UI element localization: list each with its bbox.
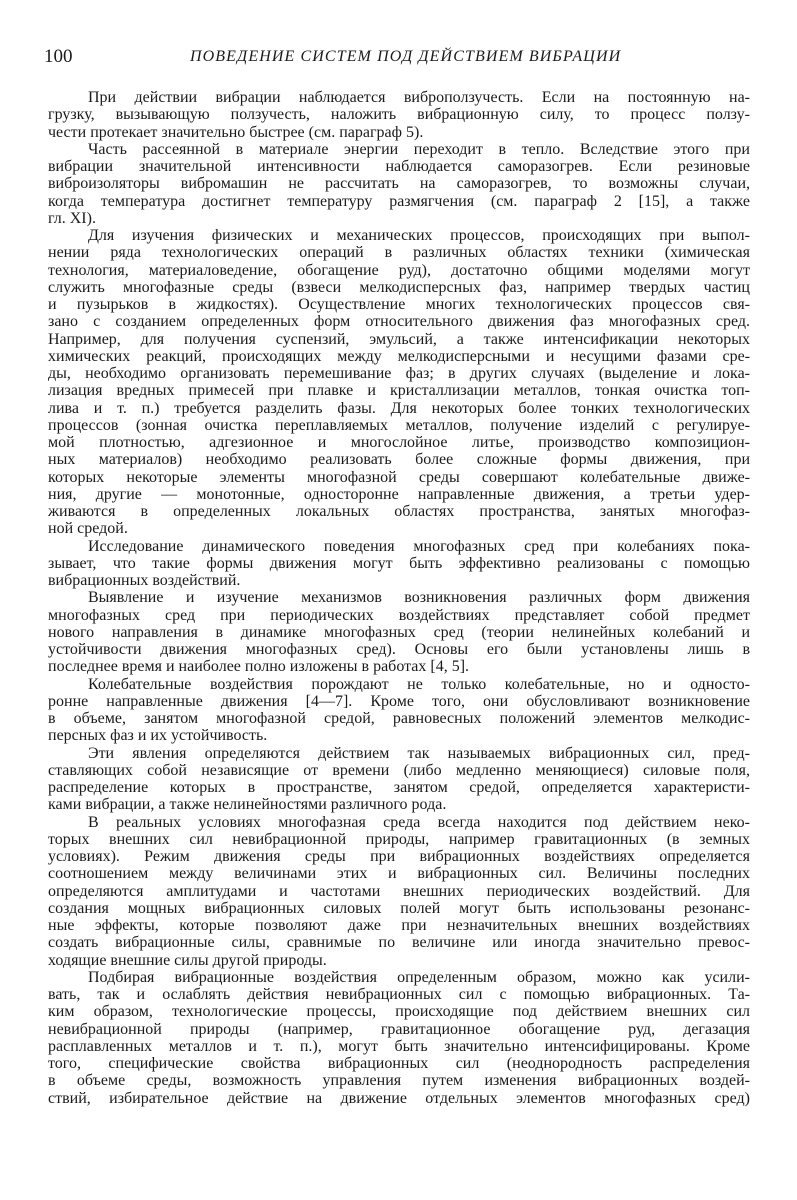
text-line: При действии вибрации наблюдается виброползучесть. Если на постоянную на- bbox=[88, 89, 750, 106]
text-line: химических реакций, происходящих между мелкодисперсными и несущими фазами сре- bbox=[48, 347, 750, 365]
paragraph bbox=[48, 141, 750, 227]
text-line: того, специфические свойства вибрационных сил (неоднородность распределения bbox=[48, 1055, 750, 1072]
text-line: лизация вредных примесей при плавке и кристаллизации металлов, тонкая очистка топ- bbox=[48, 382, 750, 400]
text-line: торых внешних сил невибрационной природы, например гравитационных (в земных bbox=[48, 830, 750, 848]
text-line: и пузырьков в жидкостях). Осуществление многих технологических процессов свя- bbox=[48, 296, 750, 313]
text-line: ким образом, технологические процессы, происходящие под действием внешних сил bbox=[48, 1003, 750, 1021]
text-line: когда температура достигнет температуру размягчения (см. параграф 2 [15], а также bbox=[48, 192, 750, 210]
text-line: соотношением между величинами этих и вибрационных сил. Величины последних bbox=[48, 865, 750, 883]
text-line: Исследование динамического поведения многофазных сред при колебаниях пока- bbox=[88, 537, 750, 555]
paragraph bbox=[48, 89, 750, 141]
text-line: в объеме среды, возможность управления путем изменения вибрационных воздей- bbox=[48, 1072, 750, 1090]
text-line: создать вибрационные силы, сравнимые по величине или иногда значительно превос- bbox=[48, 934, 750, 952]
text-line: последнее время и наиболее полно изложены в работах [4, 5]. bbox=[48, 658, 470, 676]
text-line: которых некоторые элементы многофазной среды совершают колебательные движе- bbox=[48, 468, 750, 486]
text-line: устойчивости движения многофазных сред). Основы его были установлены лишь в bbox=[48, 641, 750, 658]
text-line: чести протекает значительно быстрее (см. параграф 5). bbox=[48, 123, 424, 141]
text-line: условиях). Режим движения среды при вибрационных воздействиях определяется bbox=[48, 848, 750, 865]
paragraph bbox=[48, 745, 750, 814]
text-line: живаются в определенных локальных областях пространства, занятых многофаз- bbox=[48, 503, 750, 520]
text-line: нении ряда технологических операций в различных областях техники (химическая bbox=[48, 244, 750, 262]
text-line: распределение которых в пространстве, занятом средой, определяется характеристи- bbox=[48, 779, 750, 796]
paragraph bbox=[48, 676, 750, 745]
text-line: Колебательные воздействия порождают не только колебательные, но и односто- bbox=[88, 675, 750, 693]
text-line: зано с созданием определенных форм относительного движения фаз многофазных сред. bbox=[48, 313, 750, 331]
text-line: ронне направленные движения [4—7]. Кроме того, они обусловливают возникновение bbox=[48, 692, 750, 710]
text-line: многофазных сред при периодических воздействиях представляет собой предмет bbox=[48, 606, 750, 624]
paragraph bbox=[48, 589, 750, 675]
text-line: ные эффекты, которые позволяют даже при незначительных внешних воздействиях bbox=[48, 917, 750, 934]
text-line: гл. XI). bbox=[48, 209, 96, 227]
text-line: грузку, вызывающую ползучесть, наложить вибрационную силу, то процесс ползу- bbox=[48, 106, 750, 124]
paragraph bbox=[48, 227, 750, 538]
text-line: ками вибрации, а также нелинейностями различного рода. bbox=[48, 796, 447, 814]
text-line: ной средой. bbox=[48, 520, 128, 538]
text-line: ходящие внешние силы другой природы. bbox=[48, 951, 327, 969]
text-line: процессов (зонная очистка переплавляемых металлов, получение изделий с регулируе- bbox=[48, 416, 750, 434]
text-line: зывает, что такие формы движения могут быть эффективно реализованы с помощью bbox=[48, 554, 750, 572]
text-line: Выявление и изучение механизмов возникновения различных форм движения bbox=[88, 589, 750, 607]
text-line: Подбирая вибрационные воздействия определенным образом, можно как усили- bbox=[88, 968, 750, 986]
text-line: невибрационной природы (например, гравитационное обогащение руд, дегазация bbox=[48, 1020, 750, 1038]
text-line: ставляющих собой независящие от времени (либо медленно меняющиеся) силовые поля, bbox=[48, 761, 750, 779]
text-line: виброизоляторы вибромашин не рассчитать на саморазогрев, то возможны случаи, bbox=[48, 175, 750, 193]
text-line: вибрационных воздействий. bbox=[48, 572, 241, 589]
text-line: Для изучения физических и механических процессов, происходящих при выпол- bbox=[88, 227, 750, 244]
text-line: расплавленных металлов и т. п.), могут быть значительно интенсифицированы. Кроме bbox=[48, 1037, 750, 1055]
text-line: ния, другие — монотонные, односторонне направленные движения, а третьи удер- bbox=[48, 485, 750, 503]
paragraph bbox=[48, 814, 750, 969]
paragraph bbox=[48, 538, 750, 590]
text-line: создания мощных вибрационных силовых полей могут быть использованы резонанс- bbox=[48, 899, 750, 917]
body-text bbox=[48, 89, 750, 1107]
text-line: лива и т. п.) требуется разделить фазы. Для некоторых более тонких технологических bbox=[48, 399, 750, 417]
text-line: мой плотностью, адгезионное и многослойное литье, производство композицион- bbox=[48, 434, 750, 451]
page-number: 100 bbox=[44, 46, 73, 67]
text-line: Например, для получения суспензий, эмульсий, а также интенсификации некоторых bbox=[48, 330, 750, 348]
text-line: в объеме, занятом многофазной средой, равновесных положений элементов мелкодис- bbox=[48, 710, 750, 727]
text-line: нового направления в динамике многофазных сред (теории нелинейных колебаний и bbox=[48, 623, 750, 641]
page-header bbox=[44, 46, 754, 70]
text-line: ных материалов) необходимо реализовать более сложные формы движения, при bbox=[48, 451, 750, 469]
text-line: вать, так и ослаблять действия невибрационных сил с помощью вибрационных. Та- bbox=[48, 986, 750, 1003]
text-line: ствий, избирательное действие на движение отдельных элементов многофазных сред) bbox=[48, 1089, 750, 1107]
text-line: служить многофазные среды (взвеси мелкодисперсных фаз, например твердых частиц bbox=[48, 278, 750, 296]
text-line: Часть рассеянной в материале энергии переходит в тепло. Вследствие этого при bbox=[88, 140, 750, 158]
text-line: Эти явления определяются действием так называемых вибрационных сил, пред- bbox=[88, 744, 750, 762]
paragraph bbox=[48, 969, 750, 1107]
text-line: определяются амплитудами и частотами внешних периодических воздействий. Для bbox=[48, 882, 750, 900]
text-line: ды, необходимо организовать перемешивание фаз; в других случаях (выделение и лока- bbox=[48, 365, 750, 382]
running-title: ПОВЕДЕНИЕ СИСТЕМ ПОД ДЕЙСТВИЕМ ВИБРАЦИИ bbox=[190, 48, 622, 65]
text-line: вибрации значительной интенсивности наблюдается саморазогрев. Если резиновые bbox=[48, 158, 750, 175]
text-line: В реальных условиях многофазная среда всегда находится под действием неко- bbox=[88, 813, 750, 831]
text-line: технология, материаловедение, обогащение руд), достаточно общими моделями могут bbox=[48, 261, 750, 279]
text-line: персных фаз и их устойчивость. bbox=[48, 727, 268, 745]
